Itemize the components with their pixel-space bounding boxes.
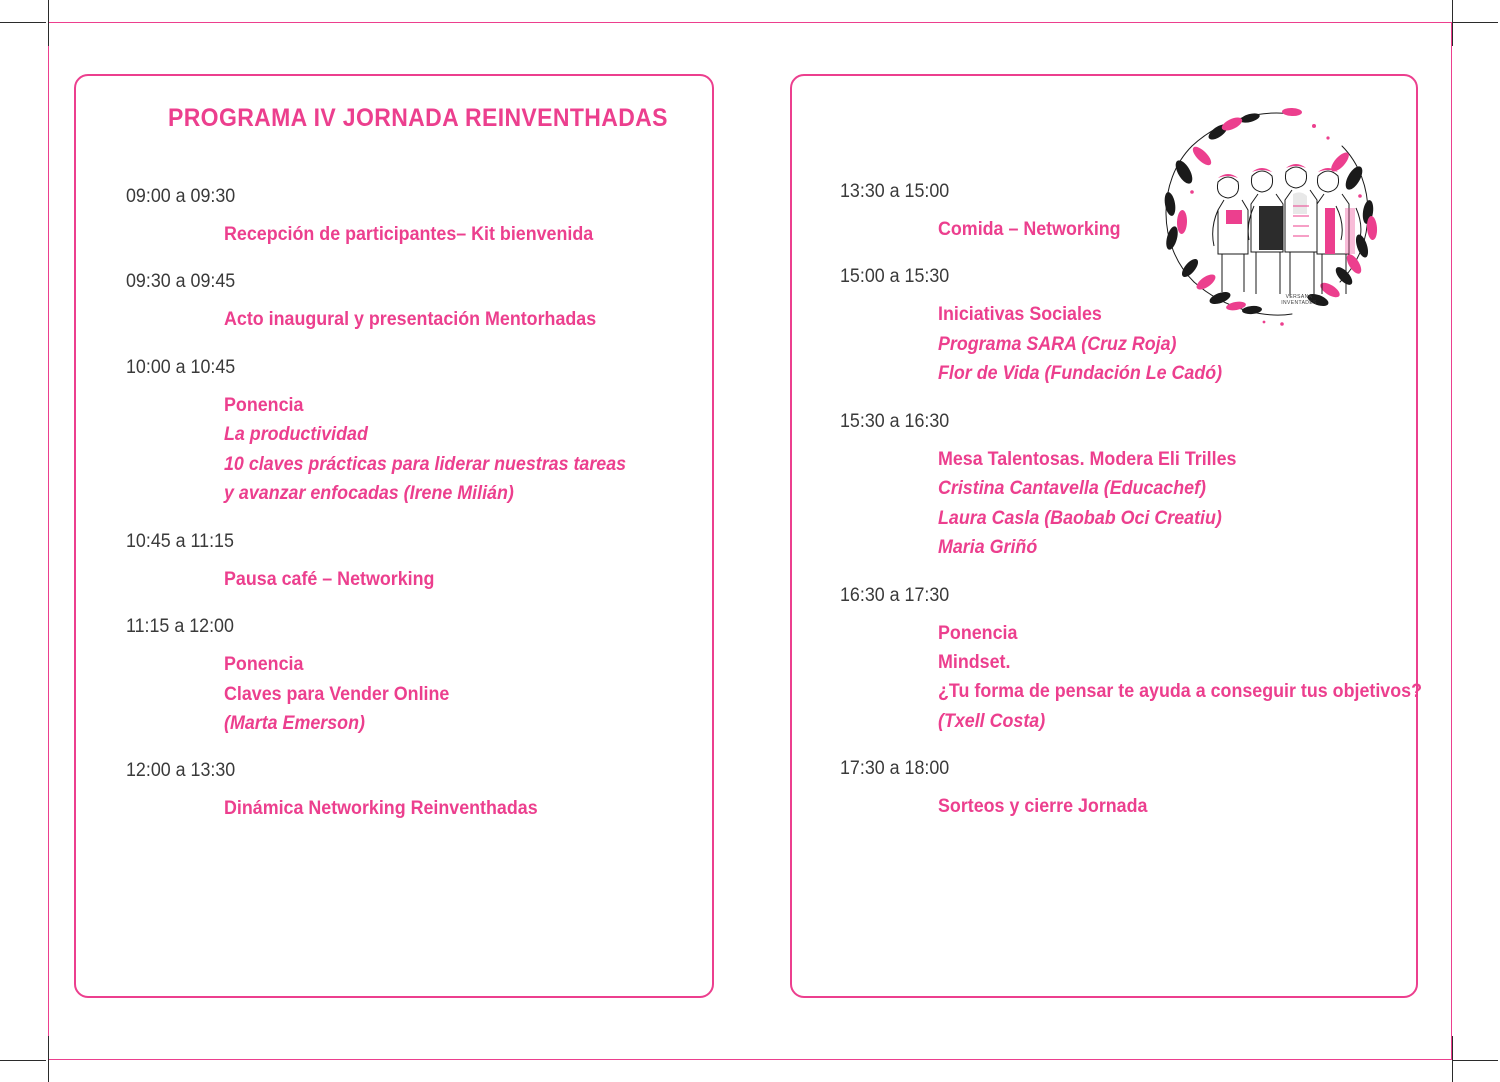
slot-line: Recepción de participantes– Kit bienvenida [224,224,594,245]
slot-line: (Txell Costa) [938,710,1046,732]
schedule-slot [126,531,688,594]
slot-time: 09:30 a 09:45 [126,271,236,293]
schedule-slot [126,616,688,738]
slot-line: ¿Tu forma de pensar te ayuda a conseguir tus objetivos? [938,681,1422,703]
slot-line: La productividad [224,424,368,446]
slot-lines [224,391,688,509]
slot-line: Comida – Networking [938,219,1121,240]
schedule-slot [840,266,1392,388]
slot-line: Ponencia [224,654,304,676]
slot-line: 10 claves prácticas para liderar nuestras tareas [224,453,627,475]
crop-mark-bottom-right-v [1452,1036,1453,1082]
slot-line: Dinámica Networking Reinventhadas [224,798,538,820]
slot-time: 17:30 a 18:00 [840,758,950,780]
slot-line: Laura Casla (Baobab Oci Creatiu) [938,507,1222,529]
slot-line: Acto inaugural y presentación Mentorhadas [224,309,597,331]
slot-line: Pausa café – Networking [224,568,435,590]
slot-time: 13:30 a 15:00 [840,181,950,202]
slot-lines [938,445,1392,563]
slot-time: 15:30 a 16:30 [840,410,950,432]
schedule-slot [840,181,1392,244]
schedule-right [840,181,1422,844]
page-title: PROGRAMA IV JORNADA REINVENTHADAS [168,104,668,132]
schedule-slot [126,357,688,509]
slot-line: Iniciativas Sociales [938,304,1102,326]
slot-line: Mindset. [938,651,1011,673]
slot-line: Maria Griñó [938,537,1038,559]
slot-time: 10:45 a 11:15 [126,530,234,552]
slot-line: Mesa Talentosas. Modera Eli Trilles [938,448,1237,470]
slot-lines [224,220,688,249]
slot-lines [224,305,688,334]
slot-time: 11:15 a 12:00 [126,616,234,638]
slot-lines [938,792,1392,821]
slot-time: 12:00 a 13:30 [126,760,236,782]
crop-mark-bottom-left-h [0,1060,46,1061]
crop-mark-bottom-right-h [1452,1060,1498,1061]
schedule-slot [840,584,1422,737]
slot-line: Cristina Cantavella (Educachef) [938,478,1206,500]
slot-lines [224,650,688,738]
schedule-slot [126,760,688,823]
slot-time: 10:00 a 10:45 [126,356,236,378]
brand-logo-line1: VERSANA [1285,294,1313,300]
slot-line: Ponencia [938,622,1018,644]
schedule-left [126,186,688,846]
slot-line: Programa SARA (Cruz Roja) [938,333,1177,355]
schedule-slot [126,271,688,334]
right-page-panel [790,74,1422,998]
slot-line: Sorteos y cierre Jornada [938,796,1148,818]
slot-line: Ponencia [224,394,304,416]
schedule-slot [840,758,1392,821]
slot-line: Claves para Vender Online [224,683,450,705]
slot-lines [224,794,688,823]
slot-lines [224,565,688,594]
crop-mark-top-right-v [1452,0,1453,46]
left-page-panel [74,74,714,998]
crop-mark-top-right-h [1452,22,1498,23]
slot-lines [938,619,1422,737]
slot-time: 09:00 a 09:30 [126,186,236,207]
slot-time: 15:00 a 15:30 [840,266,950,288]
crop-mark-top-left-h [0,22,46,23]
schedule-slot [840,411,1392,563]
slot-line: Flor de Vida (Fundación Le Cadó) [938,363,1223,385]
slot-lines [938,215,1392,244]
schedule-slot [126,186,688,249]
brand-logo-line2: INVENTADES [1281,300,1317,307]
crop-mark-top-left-v [48,0,49,46]
slot-time: 16:30 a 17:30 [840,584,950,606]
slot-lines [938,300,1392,388]
crop-mark-bottom-left-v [48,1036,49,1082]
slot-line: y avanzar enfocadas (Irene Milián) [224,483,514,505]
slot-line: (Marta Emerson) [224,712,365,734]
